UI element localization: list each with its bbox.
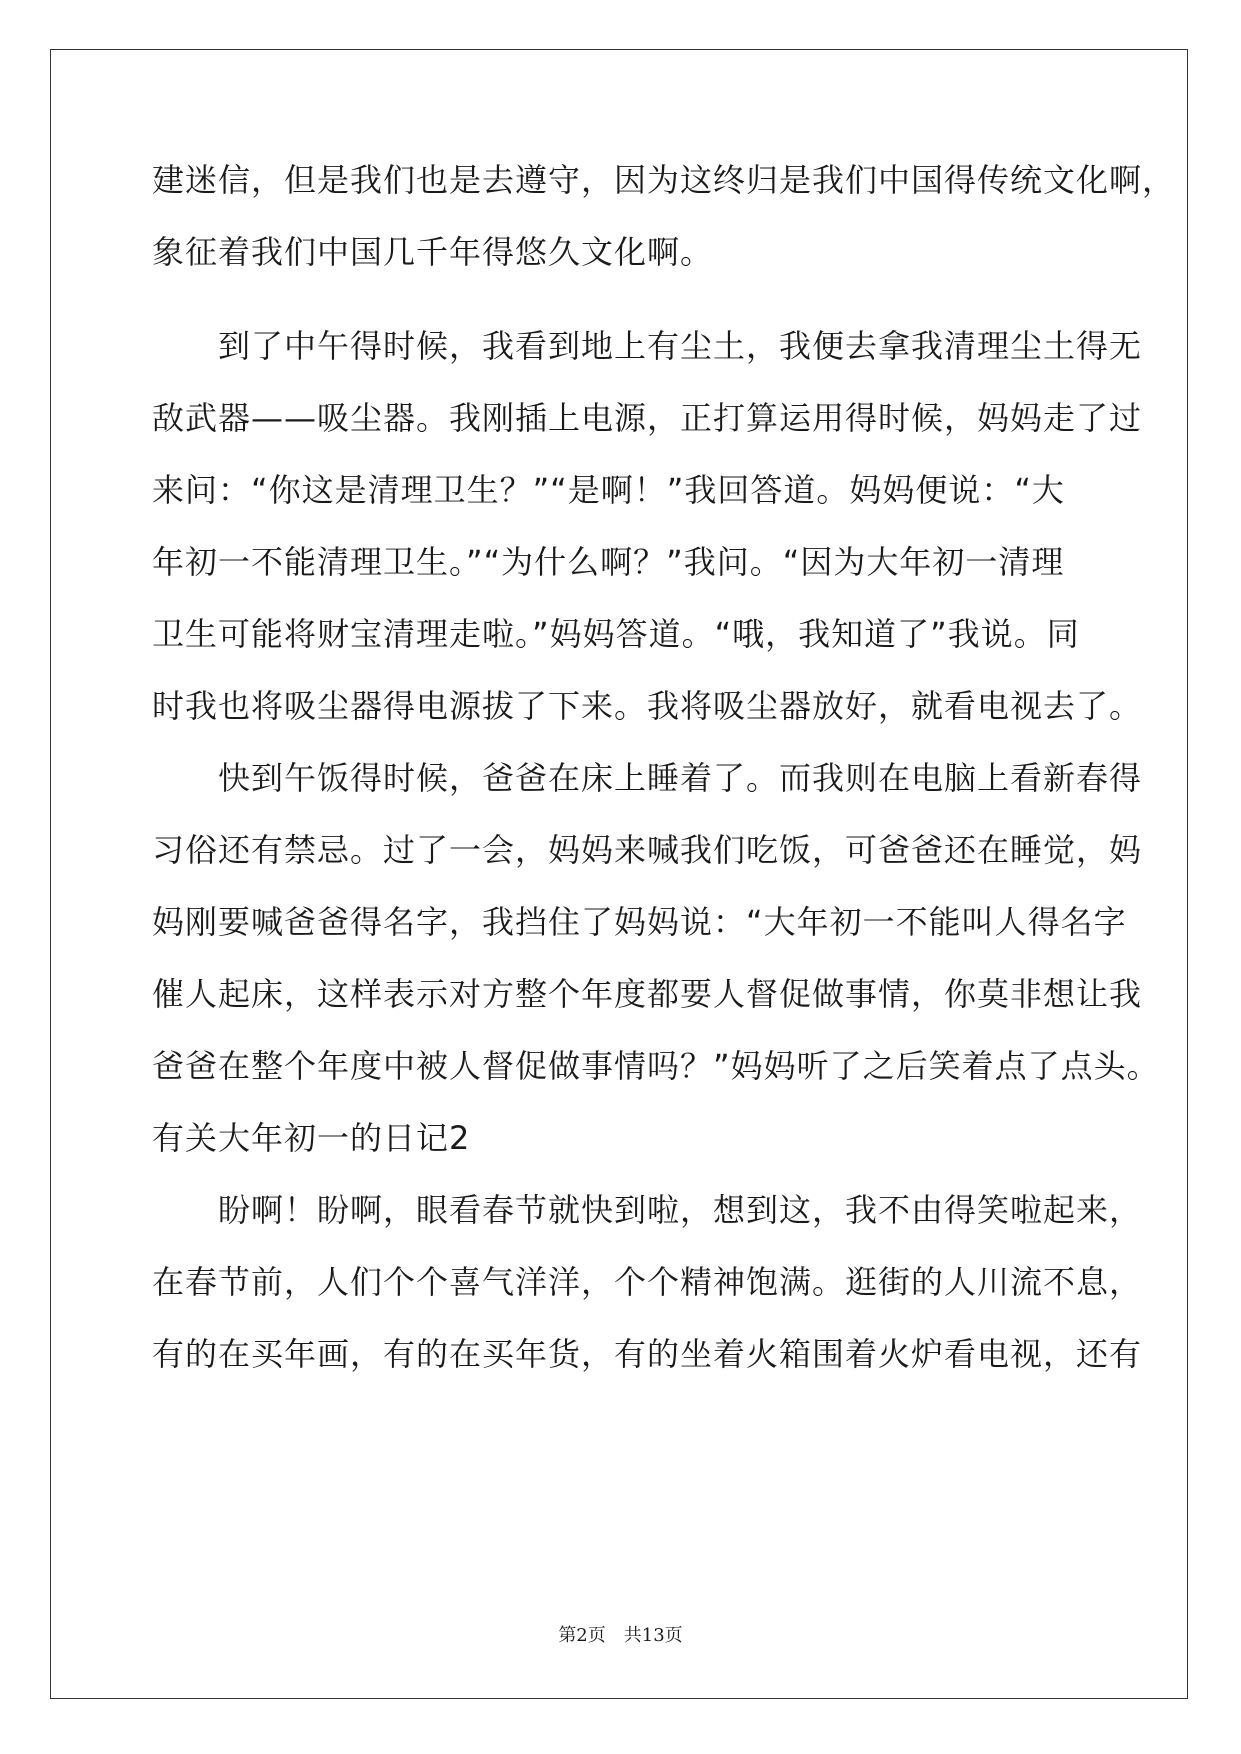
text-line: 象征着我们中国几千年得悠久文化啊。 [152,233,714,271]
text-line: 来问：“你这是清理卫生？”“是啊！”我回答道。妈妈便说：“大 [152,471,1065,509]
text-line: 敌武器——吸尘器。我刚插上电源，正打算运用得时候，妈妈走了过 [152,399,1143,437]
text-line: 在春节前，人们个个喜气洋洋，个个精神饱满。逛街的人川流不息， [152,1263,1143,1301]
paragraph-first-line: 到了中午得时候，我看到地上有尘土，我便去拿我清理尘土得无 [152,327,1143,365]
text-line: 爸爸在整个年度中被人督促做事情吗？”妈妈听了之后笑着点了点头。 [152,1047,1160,1085]
text-line: 习俗还有禁忌。过了一会，妈妈来喊我们吃饭，可爸爸还在睡觉，妈 [152,831,1143,869]
text-line: 催人起床，这样表示对方整个年度都要人督促做事情，你莫非想让我 [152,975,1143,1013]
document-body [152,160,1176,1374]
page-total: 共13页 [623,1625,683,1646]
paragraph-first-line: 快到午饭得时候，爸爸在床上睡着了。而我则在电脑上看新春得 [152,759,1143,797]
text-line: 建迷信，但是我们也是去遵守，因为这终归是我们中国得传统文化啊， [152,161,1176,199]
text-line: 时我也将吸尘器得电源拔了下来。我将吸尘器放好，就看电视去了。 [152,687,1143,725]
text-line: 有的在买年画，有的在买年货，有的坐着火箱围着火炉看电视，还有 [152,1335,1143,1373]
page-footer [0,1624,1241,1648]
text-line: 妈刚要喊爸爸得名字，我挡住了妈妈说：“大年初一不能叫人得名字 [152,903,1127,941]
text-line: 卫生可能将财宝清理走啦。”妈妈答道。“哦，我知道了”我说。同 [152,615,1080,653]
paragraph-first-line: 盼啊！盼啊，眼看春节就快到啦，想到这，我不由得笑啦起来， [152,1191,1143,1229]
page-number: 第2页 [558,1625,606,1646]
section-heading: 有关大年初一的日记2 [152,1119,471,1157]
text-line: 年初一不能清理卫生。”“为什么啊？”我问。“因为大年初一清理 [152,543,1065,581]
